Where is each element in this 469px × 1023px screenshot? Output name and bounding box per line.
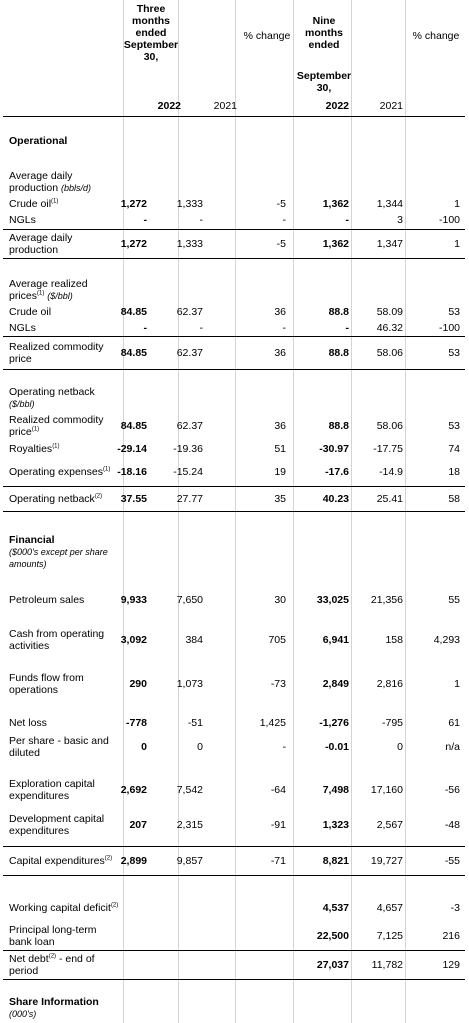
value-cell: 1,333 <box>176 198 203 210</box>
value-cell: -778 <box>125 717 147 729</box>
year-header: 2022 <box>157 100 181 112</box>
rule <box>3 258 465 259</box>
value-cell: 207 <box>129 819 147 831</box>
value-cell: -100 <box>438 213 460 226</box>
value-cell: -17.75 <box>373 443 403 455</box>
value-cell: 1 <box>454 198 460 210</box>
value-cell: 3,092 <box>120 634 147 646</box>
value-cell: 290 <box>129 678 147 690</box>
value-cell: 1,272 <box>120 198 147 210</box>
value-cell: 55 <box>448 594 460 606</box>
value-cell: 1,347 <box>376 238 403 250</box>
value-cell: 46.32 <box>376 322 403 334</box>
value-cell: - <box>199 213 203 226</box>
value-cell: -55 <box>444 855 460 867</box>
value-cell: -17.6 <box>325 466 349 478</box>
row-label: Funds flow from operations <box>9 672 84 696</box>
value-cell: 1,073 <box>176 678 203 690</box>
value-cell: 22,500 <box>316 930 349 942</box>
value-cell: -48 <box>444 819 460 831</box>
value-cell: 1,425 <box>259 717 286 729</box>
value-cell: -56 <box>444 784 460 796</box>
value-cell: 18 <box>448 466 460 478</box>
table-row <box>3 590 465 610</box>
pct-change-header: % change <box>243 30 291 42</box>
value-cell: 158 <box>385 634 403 646</box>
table-row <box>3 487 465 511</box>
value-cell: 27.77 <box>176 493 203 505</box>
value-cell: 7,125 <box>376 930 403 942</box>
table-row <box>3 230 465 258</box>
value-cell: 0 <box>397 741 403 753</box>
value-cell: -1,276 <box>319 717 349 729</box>
value-cell: -71 <box>270 855 286 867</box>
table-row <box>3 320 465 336</box>
value-cell: n/a <box>445 741 460 753</box>
value-cell: 2,567 <box>376 819 403 831</box>
value-cell: 74 <box>448 443 460 455</box>
value-cell: -5 <box>276 198 286 210</box>
table-row <box>3 384 465 412</box>
value-cell: 62.37 <box>176 306 203 318</box>
rule <box>3 875 465 876</box>
value-cell: - <box>282 213 286 226</box>
year-header: 2021 <box>213 100 237 112</box>
section-heading <box>3 994 465 1022</box>
value-cell: 84.85 <box>120 420 147 432</box>
year-header: 2022 <box>325 100 349 112</box>
row-label: Crude oil <box>9 306 52 318</box>
value-cell: 129 <box>442 959 460 971</box>
table-row <box>3 804 465 846</box>
rule <box>3 369 465 370</box>
section-title: Share Information (000's) <box>9 996 99 1019</box>
table-row <box>3 894 465 922</box>
value-cell: -73 <box>270 678 286 690</box>
value-cell: 3 <box>397 213 403 226</box>
value-cell: - <box>199 322 203 334</box>
table-row <box>3 304 465 320</box>
value-cell: 40.23 <box>322 493 349 505</box>
section-title: Financial ($000's except per share amounts) <box>9 534 108 569</box>
value-cell: 1,344 <box>376 198 403 210</box>
row-label: Working capital deficit$^{(2)}$ <box>9 902 119 914</box>
value-cell: -64 <box>270 784 286 796</box>
value-cell: - <box>345 213 349 226</box>
value-cell: 7,650 <box>176 594 203 606</box>
value-cell: - <box>143 213 147 226</box>
table-row <box>3 412 465 440</box>
rule <box>3 979 465 980</box>
value-cell: -91 <box>270 819 286 831</box>
value-cell: 27,037 <box>316 959 349 971</box>
value-cell: 84.85 <box>120 347 147 359</box>
value-cell: -0.01 <box>325 741 349 753</box>
row-label: Operating expenses$^{(1)}$ <box>9 466 111 478</box>
value-cell: 88.8 <box>328 306 349 318</box>
value-cell: -5 <box>276 238 286 250</box>
table-row <box>3 732 465 762</box>
value-cell: -51 <box>187 717 203 729</box>
value-cell: 62.37 <box>176 420 203 432</box>
value-cell: 33,025 <box>316 594 349 606</box>
row-label: Royalties$^{(1)}$ <box>9 443 60 455</box>
table-row <box>3 440 465 458</box>
row-label: Capital expenditures$^{(2)}$ <box>9 855 113 867</box>
value-cell: 0 <box>141 741 147 753</box>
value-cell: -29.14 <box>117 443 147 455</box>
value-cell: -100 <box>438 322 460 334</box>
table-row <box>3 337 465 369</box>
value-cell: 53 <box>448 420 460 432</box>
value-cell: 36 <box>274 347 286 359</box>
value-cell: 6,941 <box>322 634 349 646</box>
value-cell: 88.8 <box>328 347 349 359</box>
table-row <box>3 670 465 698</box>
value-cell: 705 <box>268 634 286 646</box>
value-cell: 58.06 <box>376 347 403 359</box>
row-label: Realized commodity price$^{(1)}$ <box>9 414 104 438</box>
row-label: Average realized prices$^{(1)}$ ($/bbl) <box>9 278 88 302</box>
section-title: Operational <box>9 135 68 147</box>
value-cell: 1,272 <box>120 238 147 250</box>
value-cell: 9,933 <box>120 594 147 606</box>
value-cell: 384 <box>185 634 203 646</box>
value-cell: 2,315 <box>176 819 203 831</box>
value-cell: 2,849 <box>322 678 349 690</box>
row-label: Crude oil$^{(1)}$ <box>9 198 59 210</box>
value-cell: 2,816 <box>376 678 403 690</box>
value-cell: 1,362 <box>322 238 349 250</box>
table-row <box>3 626 465 654</box>
value-cell: -15.24 <box>173 466 203 478</box>
value-cell: 11,782 <box>371 959 403 971</box>
pct-change-header: % change <box>412 30 460 42</box>
value-cell: 8,821 <box>322 855 349 867</box>
table-row <box>3 922 465 950</box>
table-row <box>3 168 465 196</box>
row-label: Cash from operating activities <box>9 628 105 652</box>
financial-highlights-table <box>3 0 465 1023</box>
value-cell: 21,356 <box>370 594 403 606</box>
row-label: Net debt$^{(2)}$ - end of period <box>9 953 95 977</box>
value-cell: 53 <box>448 306 460 318</box>
value-cell: -14.9 <box>379 466 403 478</box>
table-row <box>3 458 465 486</box>
value-cell: 19,727 <box>370 855 403 867</box>
value-cell: 58 <box>448 493 460 505</box>
value-cell: 53 <box>448 347 460 359</box>
value-cell: 17,160 <box>370 784 403 796</box>
row-label: Operating netback ($/bbl) <box>9 386 95 409</box>
value-cell: 4,537 <box>322 902 349 914</box>
table-row <box>3 847 465 875</box>
value-cell: 9,857 <box>176 855 203 867</box>
value-cell: -19.36 <box>173 443 203 455</box>
row-label: Realized commodity price <box>9 341 104 365</box>
value-cell: 7,542 <box>176 784 203 796</box>
table-row <box>3 714 465 732</box>
value-cell: 58.06 <box>376 420 403 432</box>
value-cell: -18.16 <box>117 466 147 478</box>
value-cell: - <box>282 322 286 334</box>
value-cell: 62.37 <box>176 347 203 359</box>
value-cell: 84.85 <box>120 306 147 318</box>
section-heading <box>3 530 465 574</box>
value-cell: - <box>345 322 349 334</box>
value-cell: - <box>282 741 286 753</box>
rule <box>3 116 465 117</box>
row-label: Average daily production (bbls/d) <box>9 170 91 194</box>
value-cell: 36 <box>274 306 286 318</box>
value-cell: 0 <box>197 741 203 753</box>
value-cell: 35 <box>274 493 286 505</box>
row-label: Development capital expenditures <box>9 813 105 837</box>
value-cell: 4,293 <box>433 634 460 646</box>
table-row <box>3 276 465 304</box>
value-cell: 1,323 <box>322 819 349 831</box>
value-cell: 1 <box>454 678 460 690</box>
value-cell: -3 <box>450 902 460 914</box>
value-cell: 2,692 <box>120 784 147 796</box>
value-cell: 1,333 <box>176 238 203 250</box>
value-cell: 4,657 <box>376 902 403 914</box>
row-label: Per share - basic and diluted <box>9 735 109 759</box>
table-row <box>3 196 465 212</box>
table-row <box>3 776 465 804</box>
value-cell: 37.55 <box>120 493 147 505</box>
row-label: Average daily production <box>9 232 73 256</box>
section-heading <box>3 132 465 150</box>
value-cell: 1 <box>454 238 460 250</box>
row-label: NGLs <box>9 213 36 226</box>
row-label: NGLs <box>9 322 36 334</box>
value-cell: 51 <box>274 443 286 455</box>
row-label: Principal long-term bank loan <box>9 924 97 948</box>
value-cell: - <box>143 322 147 334</box>
value-cell: -795 <box>381 717 403 729</box>
row-label: Net loss <box>9 717 47 729</box>
three-months-header: Three months ended September 30, <box>123 3 179 63</box>
value-cell: 30 <box>274 594 286 606</box>
september-30-header: September 30, <box>296 70 352 94</box>
year-header: 2021 <box>379 100 403 112</box>
rule <box>3 511 465 512</box>
value-cell: 216 <box>442 930 460 942</box>
value-cell: 88.8 <box>328 420 349 432</box>
value-cell: 19 <box>274 466 286 478</box>
table-row <box>3 951 465 979</box>
value-cell: 61 <box>448 717 460 729</box>
value-cell: 2,899 <box>120 855 147 867</box>
table-row <box>3 212 465 227</box>
value-cell: 36 <box>274 420 286 432</box>
value-cell: 1,362 <box>322 198 349 210</box>
row-label: Petroleum sales <box>9 594 85 606</box>
value-cell: 7,498 <box>322 784 349 796</box>
value-cell: -30.97 <box>319 443 349 455</box>
value-cell: 58.09 <box>376 306 403 318</box>
row-label: Exploration capital expenditures <box>9 778 95 802</box>
value-cell: 25.41 <box>376 493 403 505</box>
row-label: Operating netback$^{(2)}$ <box>9 493 103 505</box>
nine-months-header: Nine months ended <box>305 15 343 51</box>
